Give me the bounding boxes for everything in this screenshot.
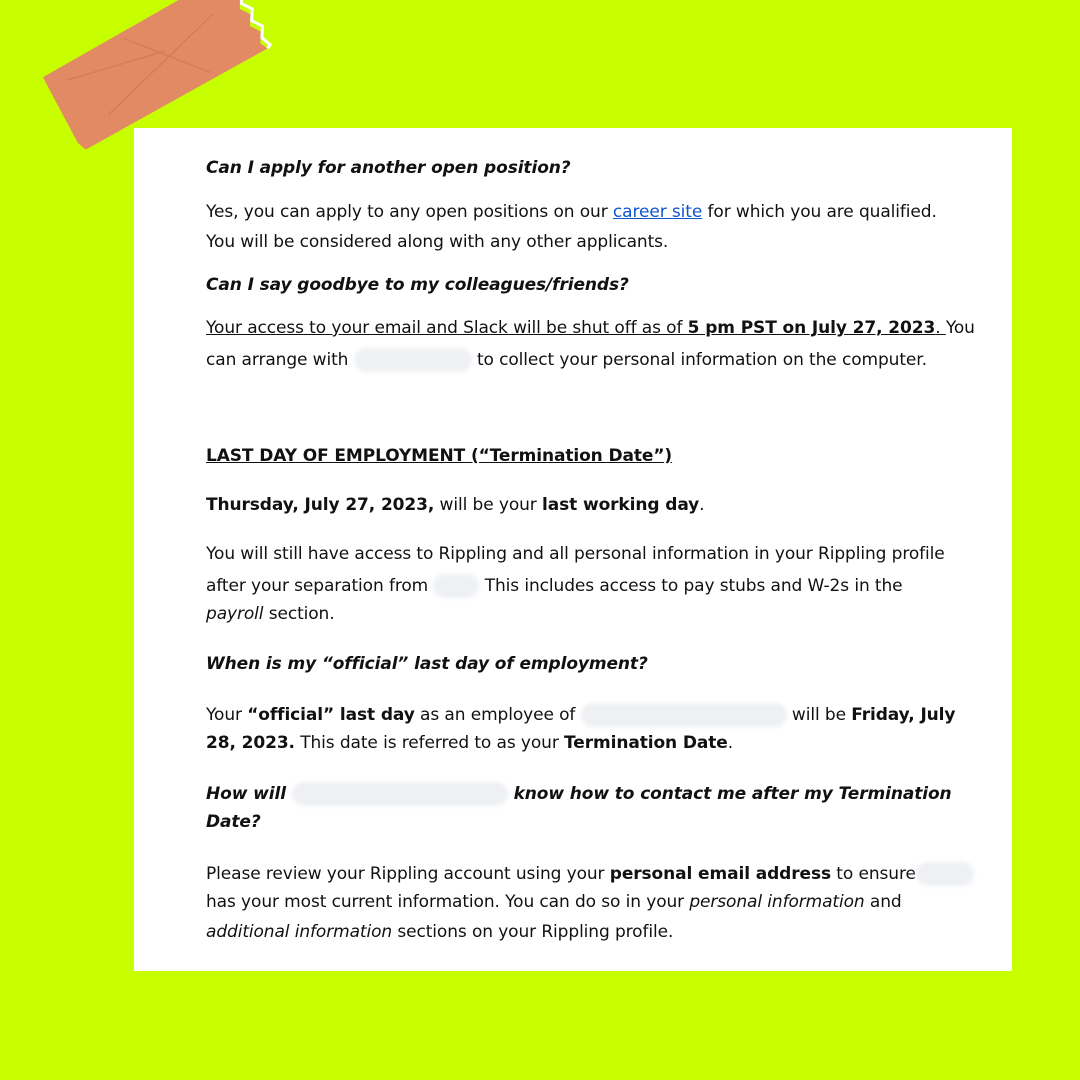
text-span: to collect your personal information on the computer. (471, 350, 927, 370)
question-heading: Can I apply for another open position? (206, 158, 571, 178)
paragraph-line (206, 922, 673, 942)
text-span: You (945, 318, 975, 338)
paragraph-line: You will still have access to Rippling and all personal information in your Rippling profile (206, 544, 945, 564)
paragraph-line (206, 733, 733, 753)
paragraph-line (206, 892, 902, 912)
bold-text: personal email address (609, 864, 831, 884)
underlined-text (206, 318, 946, 338)
bold-text: 5 pm PST on July 27, 2023 (687, 318, 936, 338)
text-span: sections on your Rippling profile. (392, 922, 674, 942)
section-title (206, 446, 672, 466)
italic-text: payroll (206, 604, 264, 624)
text-span: This date is referred to as your (294, 733, 565, 753)
redacted-text (292, 782, 508, 806)
text-span: Your access to your email and Slack will be shut off as of (206, 318, 688, 338)
text-span: Your (206, 705, 248, 725)
text-span: This includes access to pay stubs and W-2s in the (479, 576, 903, 596)
paragraph-line (206, 495, 704, 515)
paragraph-line (206, 703, 955, 727)
career-site-link[interactable]: career site (612, 202, 703, 222)
text-span: will be (786, 705, 852, 725)
text-span: and (864, 892, 902, 912)
redacted-text (581, 703, 787, 727)
redacted-text (433, 574, 479, 598)
text-span: will be your (434, 495, 542, 515)
question-heading: Date? (206, 812, 261, 832)
paragraph-line (206, 862, 974, 886)
section-title-text: LAST DAY OF EMPLOYMENT (“Termination Date”) (206, 446, 673, 466)
italic-text: personal information (689, 892, 865, 912)
italic-text: additional information (206, 922, 393, 942)
text-span: for which you are qualified. (702, 202, 937, 222)
text-span: . (935, 318, 946, 338)
bold-text: Thursday, July 27, 2023, (206, 495, 435, 515)
question-heading: Can I say goodbye to my colleagues/friends? (206, 275, 629, 295)
question-heading (206, 782, 952, 806)
text-span: How will (206, 784, 292, 804)
text-span: Yes, you can apply to any open positions on our (206, 202, 613, 222)
text-span: know how to contact me after my Termination (507, 784, 952, 804)
redacted-text (916, 862, 974, 886)
paragraph-line: You will be considered along with any other applicants. (206, 232, 669, 252)
text-span: after your separation from (206, 576, 434, 596)
paragraph-line (206, 574, 903, 598)
paragraph-line (206, 318, 975, 338)
bold-text: last working day (542, 495, 700, 515)
text-span: . (727, 733, 734, 753)
text-span: as an employee of (414, 705, 581, 725)
text-span: has your most current information. You can do so in your (206, 892, 690, 912)
redacted-text (354, 348, 472, 372)
question-heading: When is my “official” last day of employment? (206, 654, 648, 674)
text-span: to ensure (831, 864, 916, 884)
bold-text: Termination Date (564, 733, 728, 753)
paragraph-line (206, 604, 335, 624)
paragraph-line (206, 348, 927, 372)
bold-text: 28, 2023. (206, 733, 295, 753)
text-span: Please review your Rippling account using your (206, 864, 610, 884)
text-span: can arrange with (206, 350, 354, 370)
bold-text: Friday, July (851, 705, 956, 725)
text-span: section. (263, 604, 335, 624)
bold-text: “official” last day (247, 705, 415, 725)
text-span: . (699, 495, 705, 515)
paragraph-line (206, 202, 937, 222)
